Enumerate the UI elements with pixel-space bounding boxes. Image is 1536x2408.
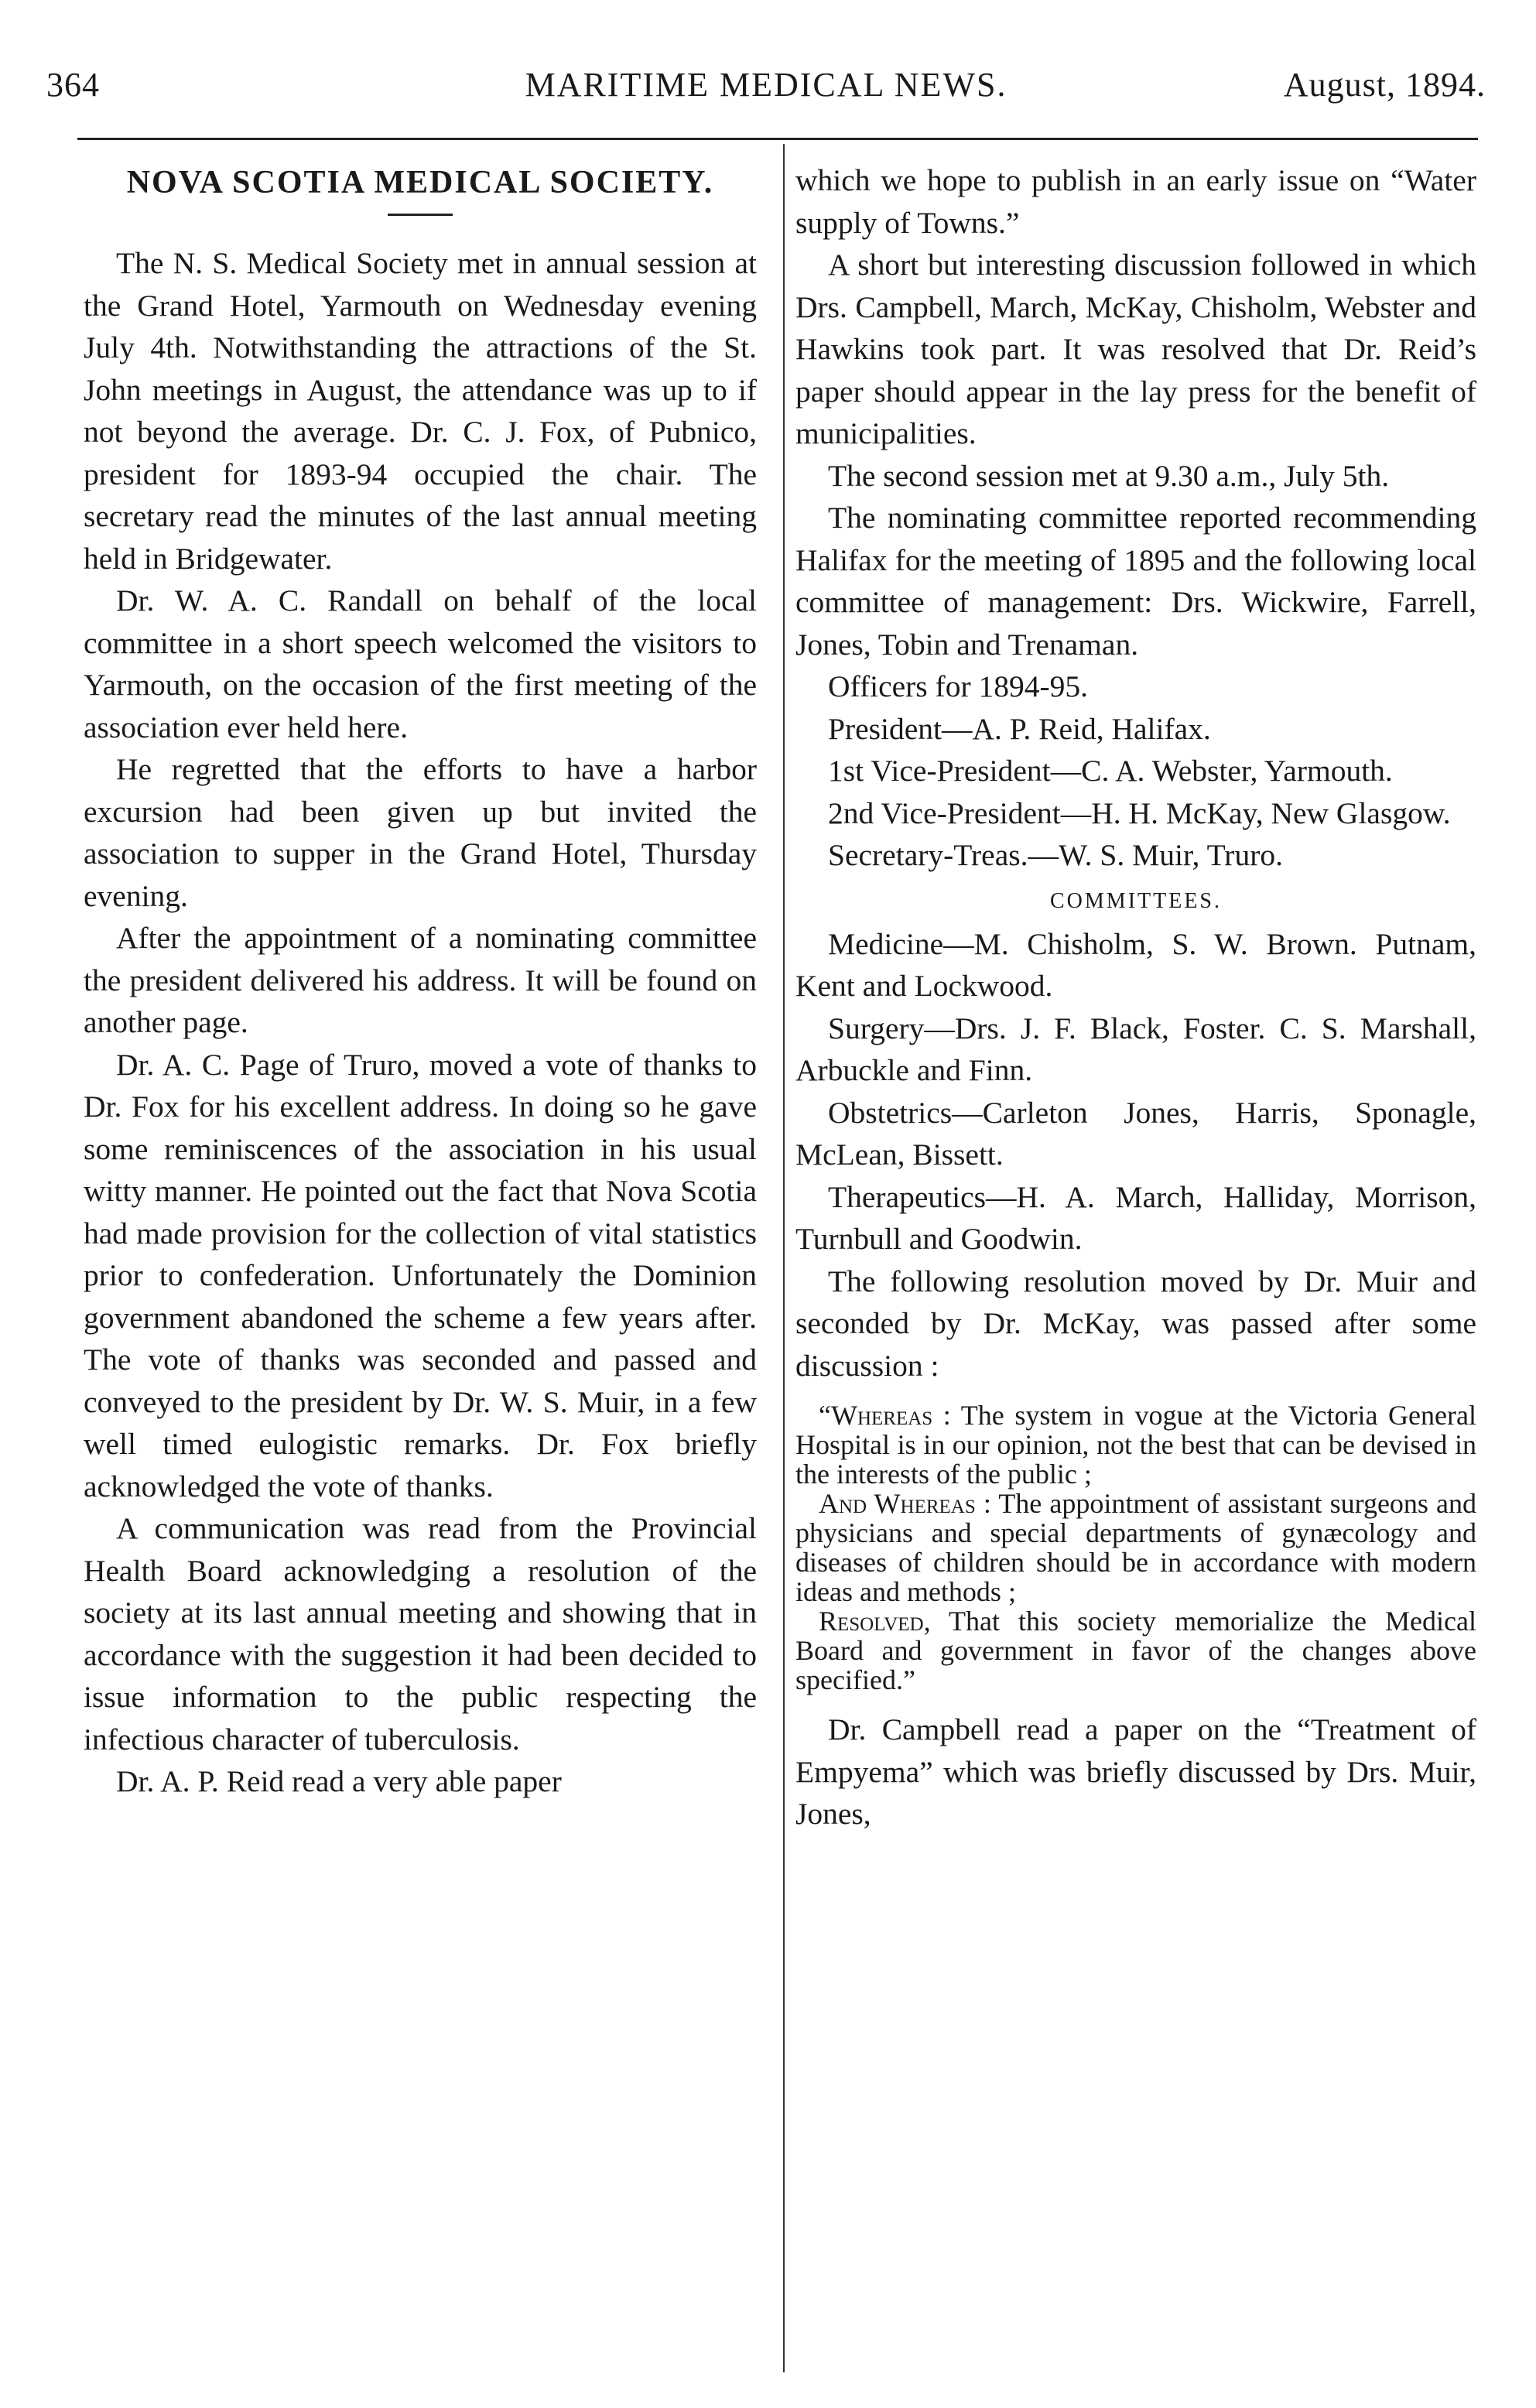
paragraph: He regretted that the efforts to have a harbor excursion had been given up but invited the association to supper in the Grand Hotel, Thursday evening. bbox=[84, 752, 757, 913]
committee-entry: Therapeutics—H. A. March, Halliday, Morrison, Turnbull and Goodwin. bbox=[795, 1179, 1476, 1256]
resolution-lead: Resolved, bbox=[819, 1606, 931, 1637]
officer-president: President—A. P. Reid, Halifax. bbox=[828, 711, 1211, 746]
paragraph: The N. S. Medical Society met in annual session at the Grand Hotel, Yarmouth on Wednesday evening July 4th. Notwithstanding the attractions of the St. John meetings in August, the attendance was up to if not beyond the average. Dr. C. J. Fox, of Pubnico, president for 1893-94 occupied the chair. The secretary read the minutes of the last annual meeting held in Bridgewater. bbox=[84, 246, 757, 576]
resolution-text: That this society memorialize the Medical Board and government in favor of the changes above specified.” bbox=[795, 1606, 1476, 1695]
resolution-whereas-1 bbox=[795, 1401, 1476, 1489]
paragraph: Dr. Campbell read a paper on the “Treatment of Empyema” which was briefly discussed by Drs. Muir, Jones, bbox=[795, 1712, 1476, 1831]
issue-date: August, 1894. bbox=[1283, 66, 1486, 104]
paragraph: Dr. A. P. Reid read a very able paper bbox=[116, 1764, 562, 1798]
paragraph: which we hope to publish in an early issue on “Water supply of Towns.” bbox=[795, 163, 1476, 240]
paragraph: The second session met at 9.30 a.m., July 5th. bbox=[828, 458, 1390, 493]
paragraph: A short but interesting discussion followed in which Drs. Campbell, March, McKay, Chisholm, Webster and Hawkins took part. It was resolved that Dr. Reid’s paper should appear in the lay press for the benefit of municipalities. bbox=[795, 248, 1476, 450]
paragraph: Dr. A. C. Page of Truro, moved a vote of thanks to Dr. Fox for his excellent address. In doing so he gave some reminiscences of the association in his usual witty manner. He pointed out the fact that Nova Scotia had made provision for the collection of vital statistics prior to confederation. Unfortunately the Dominion government abandoned the scheme a few years after. The vote of thanks was seconded and passed and conveyed to the president by Dr. W. S. Muir, in a few well timed eulogistic remarks. Dr. Fox briefly acknowledged the vote of thanks. bbox=[84, 1047, 757, 1503]
officer-secretary-treasurer: Secretary-Treas.—W. S. Muir, Truro. bbox=[828, 838, 1283, 872]
resolution-whereas-2 bbox=[795, 1489, 1476, 1606]
spacer bbox=[795, 1387, 1476, 1401]
title-rule bbox=[388, 214, 453, 216]
paragraph: A communication was read from the Provincial Health Board acknowledging a resolution of the society at its last annual meeting and showing that in accordance with the suggestion it had been decided to issue information to the public respecting the infectious character of tuberculosis. bbox=[84, 1511, 757, 1756]
paragraph: After the appointment of a nominating committee the president delivered his address. It will be found on another page. bbox=[84, 921, 757, 1039]
officer-vice-president-2: 2nd Vice-President—H. H. McKay, New Glasgow. bbox=[828, 795, 1451, 830]
committee-entry: Surgery—Drs. J. F. Black, Foster. C. S. Marshall, Arbuckle and Finn. bbox=[795, 1011, 1476, 1087]
journal-title: MARITIME MEDICAL NEWS. bbox=[525, 66, 1007, 104]
officers-heading: Officers for 1894-95. bbox=[828, 669, 1089, 703]
committee-entry: Medicine—M. Chisholm, S. W. Brown. Putnam, Kent and Lockwood. bbox=[795, 926, 1476, 1003]
page-number: 364 bbox=[46, 66, 100, 104]
resolution-intro: The following resolution moved by Dr. Muir and seconded by Dr. McKay, was passed after some discussion : bbox=[795, 1264, 1476, 1383]
paragraph: Dr. W. A. C. Randall on behalf of the local committee in a short speech welcomed the visitors to Yarmouth, on the occasion of the first meeting of the association ever held here. bbox=[84, 583, 757, 744]
resolution-text: The system in vogue at the Victoria General Hospital is in our opinion, not the best that can be devised in the interests of the public ; bbox=[795, 1400, 1476, 1490]
right-column bbox=[795, 159, 1476, 1835]
running-head bbox=[46, 65, 1486, 119]
committee-entry: Obstetrics—Carleton Jones, Harris, Sponagle, McLean, Bissett. bbox=[795, 1095, 1476, 1172]
spacer bbox=[795, 1695, 1476, 1709]
officer-vice-president-1: 1st Vice-President—C. A. Webster, Yarmouth. bbox=[828, 754, 1393, 788]
committees-heading: COMMITTEES. bbox=[1050, 888, 1222, 913]
resolution-lead: And Whereas : bbox=[819, 1488, 991, 1519]
resolution-resolved bbox=[795, 1606, 1476, 1695]
resolution-lead: “Whereas : bbox=[819, 1400, 951, 1431]
left-column bbox=[84, 159, 757, 1803]
article-title: NOVA SCOTIA MEDICAL SOCIETY. bbox=[126, 165, 714, 200]
header-rule bbox=[77, 138, 1478, 140]
resolution-block bbox=[795, 1401, 1476, 1695]
resolution-text: The appointment of assistant surgeons and physicians and special departments of gynæcology and diseases of children should be in accordance with modern ideas and methods ; bbox=[795, 1488, 1476, 1607]
column-divider bbox=[783, 144, 785, 2372]
paragraph: The nominating committee reported recommending Halifax for the meeting of 1895 and the following local committee of management: Drs. Wickwire, Farrell, Jones, Tobin and Trenaman. bbox=[795, 501, 1476, 662]
